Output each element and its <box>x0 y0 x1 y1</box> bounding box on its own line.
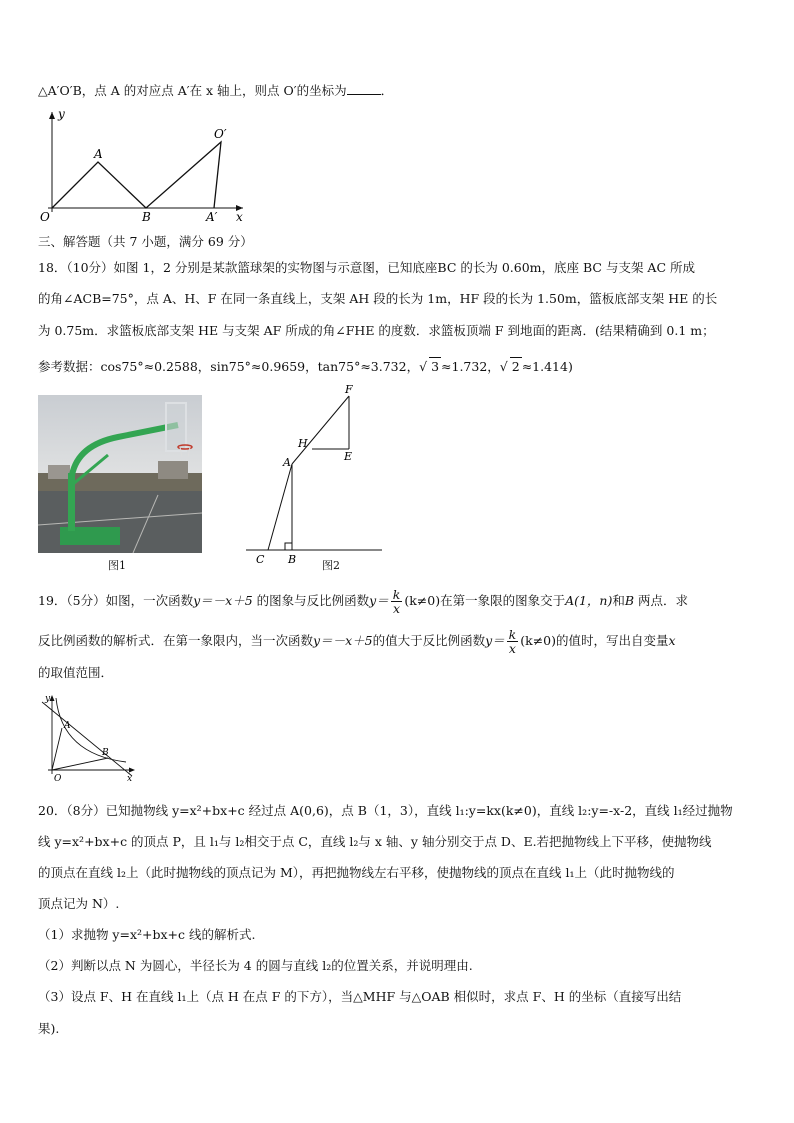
frac-num: k <box>508 627 517 642</box>
point-f-label: F <box>345 383 353 396</box>
q19-line-1 <box>38 586 688 616</box>
point-a-coord: A(1，n) <box>565 593 613 608</box>
q18-line-3: 为 0.75m．求篮板底部支架 HE 与支架 AF 所成的角∠FHE 的度数．求篮板顶端 F 到地面的距离．(结果精确到 0.1 m； <box>38 323 715 338</box>
q19-line-3: 的取值范围． <box>38 665 114 680</box>
inverse-function-lhs: y＝ <box>485 633 505 648</box>
q19-text-d: 和 <box>612 593 625 608</box>
q19-line-2 <box>38 626 676 656</box>
x-label: x <box>127 774 133 784</box>
fraction-k-over-x <box>391 588 403 615</box>
point-e-label: E <box>344 450 353 463</box>
sqrt-icon: √ <box>499 359 508 374</box>
segment-oa <box>52 728 62 770</box>
frac-den: x <box>392 601 401 616</box>
q19-text-a: 19．（5分）如图，一次函数 <box>38 593 194 608</box>
fig1-caption: 图1 <box>108 559 126 572</box>
q20-line-3: 的顶点在直线 l₂上（此时抛物线的顶点记为 M），再把抛物线左右平移，使抛物线的顶点在直线 l₁上（此时抛物线的 <box>38 865 675 880</box>
q20-sub-1: （1）求抛物 y=x²+bx+c 线的解析式. <box>38 927 256 942</box>
frac-den: x <box>508 641 516 656</box>
q20-sub-3b: 果). <box>38 1021 60 1036</box>
q19-text-e: 两点．求 <box>634 593 689 608</box>
x-label: x <box>236 210 243 223</box>
variable-x: x <box>668 633 676 648</box>
point-o1-label: O′ <box>214 127 227 141</box>
inverse-function-lhs: y＝ <box>369 593 389 608</box>
y-label: y <box>58 108 65 121</box>
q19-figure <box>38 692 138 784</box>
point-b: B <box>624 593 635 608</box>
q18-line-4 <box>38 357 573 376</box>
section-title: 三、解答题（共 7 小题，满分 69 分） <box>38 234 253 249</box>
sqrt2-value: 2 <box>511 359 520 374</box>
q17-period: ． <box>380 83 394 98</box>
fig2-caption: 图2 <box>322 559 340 572</box>
support-af <box>292 396 349 464</box>
q18-line-1: 18．（10分）如图 1，2 分别是某款篮球架的实物图与示意图，已知底座BC 的长为 0.60m，底座 BC 与支架 AC 所成 <box>38 260 695 275</box>
x-axis-arrow-icon <box>129 768 135 773</box>
point-a-label: A <box>283 456 291 469</box>
q19-text-f: 反比例函数的解析式．在第一象限内，当一次函数 <box>38 633 314 648</box>
right-angle-mark <box>285 543 292 550</box>
q18-fig2-diagram <box>242 380 387 570</box>
q19-text-g: 的值大于反比例函数 <box>372 633 486 648</box>
q17-figure <box>38 108 253 223</box>
q18-ref-sqrt2: ≈1.414) <box>521 359 573 374</box>
linear-function: y＝－x＋5 <box>313 633 373 648</box>
point-b-label: B <box>288 553 297 566</box>
segment-ob <box>52 758 108 770</box>
y-axis-arrow-icon <box>50 695 55 701</box>
fraction-k-over-x <box>507 628 519 655</box>
q18-ref-sqrt3: ≈1.732， <box>441 359 500 374</box>
q18-ref-text: 参考数据：cos75°≈0.2588，sin75°≈0.9659，tan75°≈3.732， <box>38 359 420 374</box>
point-o-label: O <box>54 774 62 784</box>
q19-text-c: (k≠0)在第一象限的图象交于 <box>404 593 566 608</box>
y-axis-arrow-icon <box>49 112 55 119</box>
q20-sub-2: （2）判断以点 N 为圆心，半径长为 4 的圆与直线 l₂的位置关系，并说明理由. <box>38 958 473 973</box>
q20-line-4: 顶点记为 N）. <box>38 896 120 911</box>
q20-line-2: 线 y=x²+bx+c 的顶点 P，且 l₁与 l₂相交于点 C，直线 l₂与 x 轴、y 轴分别交于点 D、E.若把抛物线上下平移，使抛物线 <box>38 834 712 849</box>
point-c-label: C <box>256 553 265 566</box>
point-a1-label: A′ <box>206 210 218 223</box>
triangles-shape <box>52 142 221 208</box>
frac-num: k <box>392 587 401 602</box>
q17-tail-line <box>38 82 393 100</box>
point-h-label: H <box>298 437 308 450</box>
q19-text-h: (k≠0)的值时，写出自变量 <box>520 633 669 648</box>
linear-graph <box>42 702 132 776</box>
q20-sub-3a: （3）设点 F、H 在直线 l₁上（点 H 在点 F 的下方），当△MHF 与△OAB 相似时，求点 F、H 的坐标（直接写出结 <box>38 989 682 1004</box>
sqrt3-value: 3 <box>431 359 440 374</box>
sqrt-icon: √ <box>419 359 428 374</box>
point-a-label: A <box>64 721 71 731</box>
point-o-label: O <box>40 210 50 223</box>
q20-line-1: 20．（8分）已知抛物线 y=x²+bx+c 经过点 A(0,6)，点 B（1，3），直线 l₁:y=kx(k≠0)，直线 l₂:y=-x-2，直线 l₁经过抛物 <box>38 803 733 818</box>
q19-text-b: 的图象与反比例函数 <box>252 593 370 608</box>
point-a-label: A <box>94 147 103 161</box>
support-ac <box>268 464 292 550</box>
q17-text: △A′O′B，点 A 的对应点 A′在 x 轴上，则点 O′的坐标为 <box>38 83 347 98</box>
q18-line-2: 的角∠ACB=75°，点 A、H、F 在同一条直线上，支架 AH 段的长为 1m，HF 段的长为 1.50m，篮板底部支架 HE 的长 <box>38 291 718 306</box>
point-b-label: B <box>142 210 151 223</box>
answer-blank <box>347 94 381 95</box>
point-b-label: B <box>102 748 109 758</box>
linear-function: y＝－x＋5 <box>193 593 253 608</box>
basketball-hoop-photo <box>38 395 202 553</box>
y-label: y <box>45 694 51 704</box>
